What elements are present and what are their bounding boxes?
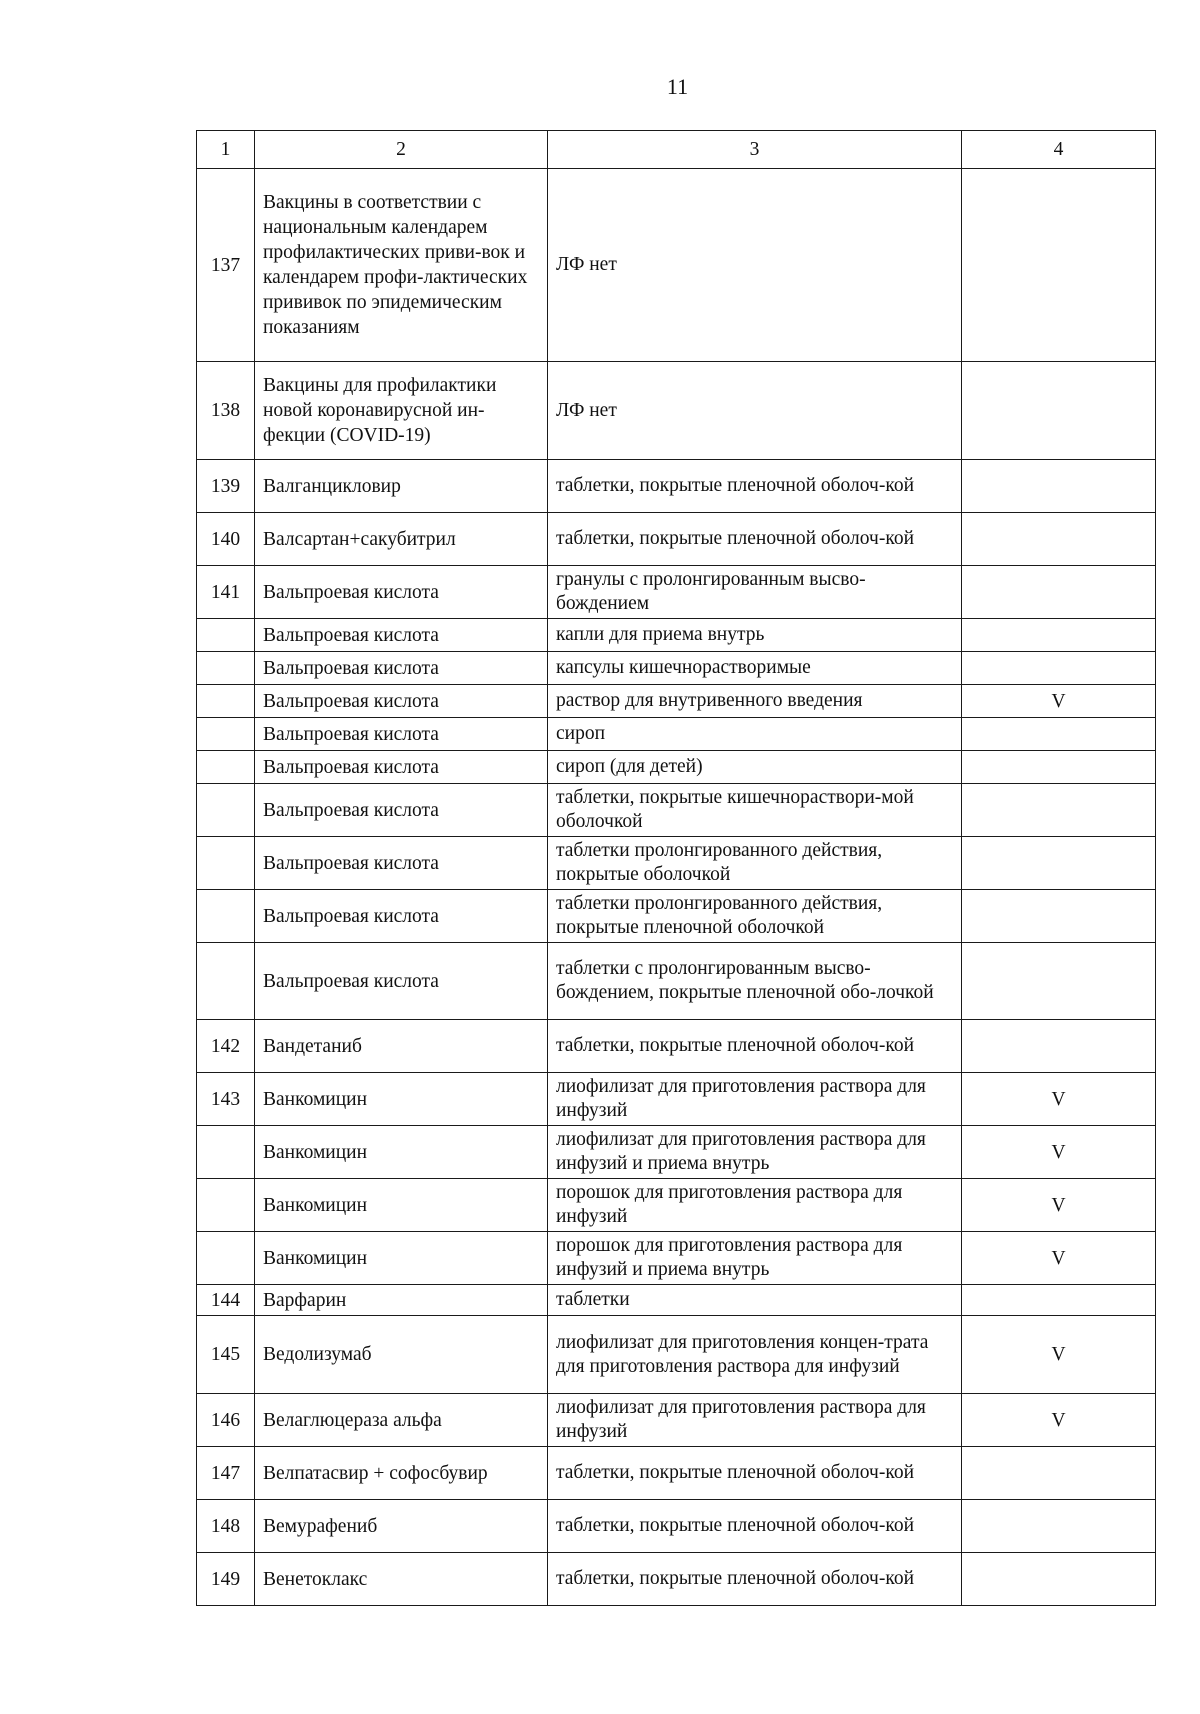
mark [962, 1553, 1156, 1606]
row-number: 137 [197, 169, 255, 362]
dosage-form: сироп (для детей) [548, 751, 962, 784]
page-number: 11 [666, 74, 689, 99]
dosage-form: гранулы с пролонгированным высво-бождением [548, 566, 962, 619]
mark: V [962, 1394, 1156, 1447]
table-row [197, 1500, 1156, 1553]
table-row [197, 784, 1156, 837]
drug-name: Вальпроевая кислота [255, 943, 548, 1020]
table-row [197, 1020, 1156, 1073]
row-number: 138 [197, 362, 255, 460]
dosage-form: ЛФ нет [548, 362, 962, 460]
table-row [197, 1126, 1156, 1179]
drug-name: Венетоклакс [255, 1553, 548, 1606]
table-row [197, 943, 1156, 1020]
column-header: 2 [255, 131, 548, 169]
row-number: 143 [197, 1073, 255, 1126]
table-row [197, 513, 1156, 566]
row-number [197, 784, 255, 837]
mark: V [962, 685, 1156, 718]
mark [962, 837, 1156, 890]
mark: V [962, 1126, 1156, 1179]
column-header: 4 [962, 131, 1156, 169]
dosage-form: таблетки, покрытые пленочной оболоч-кой [548, 1500, 962, 1553]
table-row [197, 1316, 1156, 1394]
table-row [197, 460, 1156, 513]
mark: V [962, 1073, 1156, 1126]
dosage-form: капли для приема внутрь [548, 619, 962, 652]
table-row [197, 890, 1156, 943]
table-row [197, 718, 1156, 751]
table-row [197, 1394, 1156, 1447]
mark [962, 1285, 1156, 1316]
drug-name: Вандетаниб [255, 1020, 548, 1073]
mark: V [962, 1232, 1156, 1285]
row-number [197, 619, 255, 652]
mark [962, 362, 1156, 460]
table-row [197, 1285, 1156, 1316]
mark [962, 460, 1156, 513]
dosage-form: порошок для приготовления раствора для инфузий и приема внутрь [548, 1232, 962, 1285]
drug-name: Вальпроевая кислота [255, 837, 548, 890]
mark [962, 566, 1156, 619]
table-row [197, 685, 1156, 718]
row-number [197, 1179, 255, 1232]
table-row [197, 1073, 1156, 1126]
row-number: 142 [197, 1020, 255, 1073]
mark [962, 513, 1156, 566]
row-number [197, 1126, 255, 1179]
dosage-form: таблетки с пролонгированным высво-бождением, покрытые пленочной обо-лочкой [548, 943, 962, 1020]
drug-name: Вальпроевая кислота [255, 751, 548, 784]
table-row [197, 169, 1156, 362]
row-number: 146 [197, 1394, 255, 1447]
table-row [197, 1232, 1156, 1285]
dosage-form: таблетки, покрытые пленочной оболоч-кой [548, 1447, 962, 1500]
mark [962, 943, 1156, 1020]
table-row [197, 1179, 1156, 1232]
dosage-form: таблетки, покрытые пленочной оболоч-кой [548, 1020, 962, 1073]
table-row [197, 362, 1156, 460]
dosage-form: лиофилизат для приготовления раствора для инфузий и приема внутрь [548, 1126, 962, 1179]
dosage-form: таблетки, покрытые пленочной оболоч-кой [548, 1553, 962, 1606]
dosage-form: таблетки, покрытые пленочной оболоч-кой [548, 460, 962, 513]
dosage-form: сироп [548, 718, 962, 751]
row-number: 149 [197, 1553, 255, 1606]
row-number: 140 [197, 513, 255, 566]
drug-name: Вальпроевая кислота [255, 718, 548, 751]
row-number [197, 837, 255, 890]
mark [962, 652, 1156, 685]
drug-name: Велаглюцераза альфа [255, 1394, 548, 1447]
table-row [197, 619, 1156, 652]
dosage-form: капсулы кишечнорастворимые [548, 652, 962, 685]
drug-name: Вальпроевая кислота [255, 890, 548, 943]
drug-name: Ванкомицин [255, 1073, 548, 1126]
row-number [197, 685, 255, 718]
table-header-row [197, 131, 1156, 169]
table-row [197, 652, 1156, 685]
row-number [197, 718, 255, 751]
drug-name: Вакцины для профилактики новой коронавирусной ин-фекции (COVID-19) [255, 362, 548, 460]
dosage-form: лиофилизат для приготовления раствора для инфузий [548, 1394, 962, 1447]
drug-name: Ведолизумаб [255, 1316, 548, 1394]
row-number [197, 890, 255, 943]
table-row [197, 837, 1156, 890]
drug-name: Велпатасвир + софосбувир [255, 1447, 548, 1500]
mark: V [962, 1316, 1156, 1394]
mark [962, 619, 1156, 652]
dosage-form: порошок для приготовления раствора для инфузий [548, 1179, 962, 1232]
mark [962, 751, 1156, 784]
dosage-form: таблетки, покрытые пленочной оболоч-кой [548, 513, 962, 566]
drug-name: Вальпроевая кислота [255, 784, 548, 837]
drug-name: Валганцикловир [255, 460, 548, 513]
dosage-form: таблетки пролонгированного действия, покрытые оболочкой [548, 837, 962, 890]
column-header: 3 [548, 131, 962, 169]
drug-name: Вальпроевая кислота [255, 685, 548, 718]
row-number: 148 [197, 1500, 255, 1553]
table-row [197, 1553, 1156, 1606]
row-number: 139 [197, 460, 255, 513]
row-number: 144 [197, 1285, 255, 1316]
table-row [197, 566, 1156, 619]
dosage-form: лиофилизат для приготовления концен-трата для приготовления раствора для инфузий [548, 1316, 962, 1394]
row-number [197, 751, 255, 784]
drug-name: Вальпроевая кислота [255, 619, 548, 652]
drug-name: Вакцины в соответствии с национальным календарем профилактических приви-вок и календарем профи-лактических прививок по эпидемическим показаниям [255, 169, 548, 362]
drug-name: Вемурафениб [255, 1500, 548, 1553]
drug-name: Вальпроевая кислота [255, 652, 548, 685]
mark: V [962, 1179, 1156, 1232]
row-number: 145 [197, 1316, 255, 1394]
dosage-form: ЛФ нет [548, 169, 962, 362]
drug-name: Ванкомицин [255, 1179, 548, 1232]
mark [962, 1447, 1156, 1500]
row-number [197, 652, 255, 685]
row-number [197, 943, 255, 1020]
row-number [197, 1232, 255, 1285]
mark [962, 890, 1156, 943]
drug-name: Ванкомицин [255, 1126, 548, 1179]
table-row [197, 1447, 1156, 1500]
dosage-form: таблетки [548, 1285, 962, 1316]
dosage-form: таблетки, покрытые кишечнораствори-мой оболочкой [548, 784, 962, 837]
mark [962, 784, 1156, 837]
row-number: 147 [197, 1447, 255, 1500]
drug-name: Варфарин [255, 1285, 548, 1316]
row-number: 141 [197, 566, 255, 619]
drug-name: Вальпроевая кислота [255, 566, 548, 619]
mark [962, 1020, 1156, 1073]
dosage-form: раствор для внутривенного введения [548, 685, 962, 718]
table-row [197, 751, 1156, 784]
drug-table [196, 130, 1156, 1606]
dosage-form: таблетки пролонгированного действия, покрытые пленочной оболочкой [548, 890, 962, 943]
mark [962, 1500, 1156, 1553]
column-header: 1 [197, 131, 255, 169]
dosage-form: лиофилизат для приготовления раствора для инфузий [548, 1073, 962, 1126]
drug-name: Ванкомицин [255, 1232, 548, 1285]
mark [962, 718, 1156, 751]
drug-name: Валсартан+сакубитрил [255, 513, 548, 566]
mark [962, 169, 1156, 362]
